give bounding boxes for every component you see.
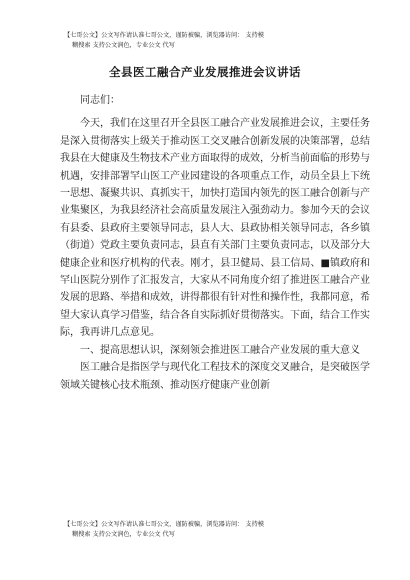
document-body [60,92,370,394]
footer-line-1: 【七哥公文】公文写作请认准七哥公文，谨防被骗，浏览器访问： 支持模 [64,521,264,528]
paragraph-1: 今天，我们在这里召开全县医工融合产业发展推进会议，主要任务是深入贯彻落实上级关于推动医工交叉融合创新发展的决策部署，总结我县在大健康及生物技术产业方面取得的成效，分析当前面临的形势与机遇，安排部署罕山医工产业园建设的各项重点工作，动员全县上下统一思想、凝聚共识、真抓实干，加快打造国内领先的医工融合创新与产业集聚区，为我县经济社会高质量发展注入强劲动力。参加今天的会议有县委、县政府主要领导同志，县人大、县政协相关领导同志，各乡镇（街道）党政主要负责同志，县直有关部门主要负责同志，以及部分大健康企业和医疗机构的代表。刚才，县卫健局、县工信局、■镇政府和罕山医院分别作了汇报发言，大家从不同角度介绍了推进医工融合产业发展的思路、举措和成效，讲得都很有针对性和操作性，我都同意，希望大家认真学习借鉴，结合各自实际抓好贯彻落实。下面，结合工作实际，我再讲几点意见。 [60,118,370,339]
section-heading-1: 一、提高思想认识，深刻领会推进医工融合产业发展的重大意义 [80,344,360,356]
page-footer [64,520,370,540]
document-title: 全县医工融合产业发展推进会议讲话 [109,65,301,79]
header-line-2: 糊搜索 支持公文润色，专业公文 代写 [72,42,175,49]
paragraph-2: 医工融合是指医学与现代化工程技术的深度交叉融合，是突破医学领域关键核心技术瓶颈、推动医疗健康产业创新 [60,362,370,391]
footer-line-2: 糊搜索 支持公文润色，专业公文 代写 [72,531,175,538]
header-line-1: 【七哥公文】公文写作请认准七哥公文，谨防被骗，浏览器访问： 支持模 [64,32,264,39]
salutation: 同志们： [80,95,120,106]
page-header [64,31,370,51]
